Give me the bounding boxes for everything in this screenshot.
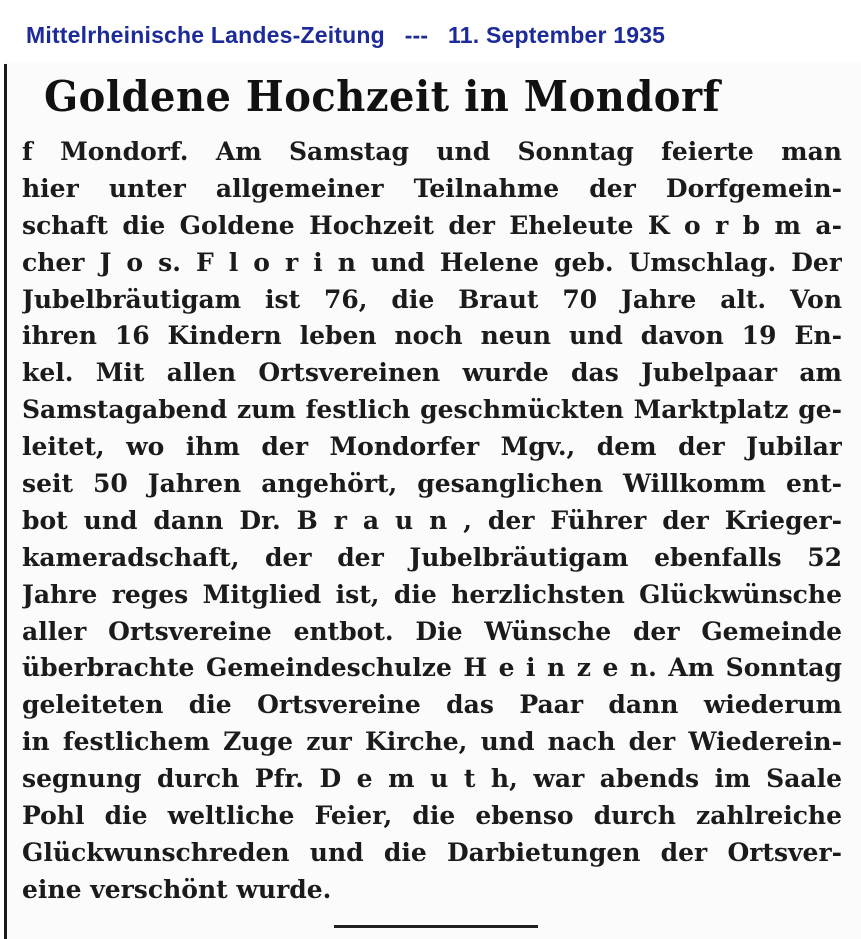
article-headline: Goldene Hochzeit in Mondorf xyxy=(44,72,721,122)
article-line: leitet, wo ihm der Mondorfer Mgv., dem der Jubilar xyxy=(22,432,842,462)
article-line: ihren 16 Kindern leben noch neun und davon 19 En- xyxy=(22,321,842,351)
article-line: überbrachte Gemeindeschulze H e i n z e n. Am Sonntag xyxy=(22,653,842,683)
article-line: bot und dann Dr. B r a u n , der Führer der Krieger- xyxy=(22,505,842,535)
article-line: seit 50 Jahren angehört, gesanglichen Willkomm ent- xyxy=(22,469,842,499)
article-line: eine verschönt wurde. xyxy=(22,874,332,904)
article-line: segnung durch Pfr. D e m u t h, war abends im Saale xyxy=(22,764,842,794)
article-line: Jubelbräutigam ist 76, die Braut 70 Jahre alt. Von xyxy=(22,284,842,314)
article-line: Jahre reges Mitglied ist, die herzlichsten Glückwünsche xyxy=(22,579,842,609)
end-rule xyxy=(334,925,538,928)
article-line: f Mondorf. Am Samstag und Sonntag feierte man xyxy=(22,137,842,166)
caption-date: 11. September 1935 xyxy=(448,22,666,48)
caption xyxy=(26,22,665,49)
article-line: kameradschaft, der der Jubelbräutigam ebenfalls 52 xyxy=(22,542,842,572)
article-line: Pohl die weltliche Feier, die ebenso durch zahlreiche xyxy=(22,801,842,831)
caption-newspaper: Mittelrheinische Landes-Zeitung xyxy=(26,22,385,48)
article-line: cher J o s. F l o r i n und Helene geb. Umschlag. Der xyxy=(22,247,842,277)
article-body xyxy=(22,134,842,909)
article-line: aller Ortsvereine entbot. Die Wünsche der Gemeinde xyxy=(22,616,842,646)
column-rule xyxy=(4,64,7,939)
article-line: Glückwunschreden und die Darbietungen der Ortsver- xyxy=(22,837,842,867)
article-line: schaft die Goldene Hochzeit der Eheleute K o r b m a- xyxy=(22,210,842,240)
article-line: Samstagabend zum festlich geschmückten Marktplatz ge- xyxy=(22,395,842,425)
article-line: geleiteten die Ortsvereine das Paar dann wiederum xyxy=(22,690,842,720)
article-line: hier unter allgemeiner Teilnahme der Dorfgemein- xyxy=(22,173,842,203)
article-line: kel. Mit allen Ortsvereinen wurde das Jubelpaar am xyxy=(22,358,842,388)
caption-separator: --- xyxy=(404,22,429,48)
article-line: in festlichem Zuge zur Kirche, und nach der Wiederein- xyxy=(22,727,842,757)
